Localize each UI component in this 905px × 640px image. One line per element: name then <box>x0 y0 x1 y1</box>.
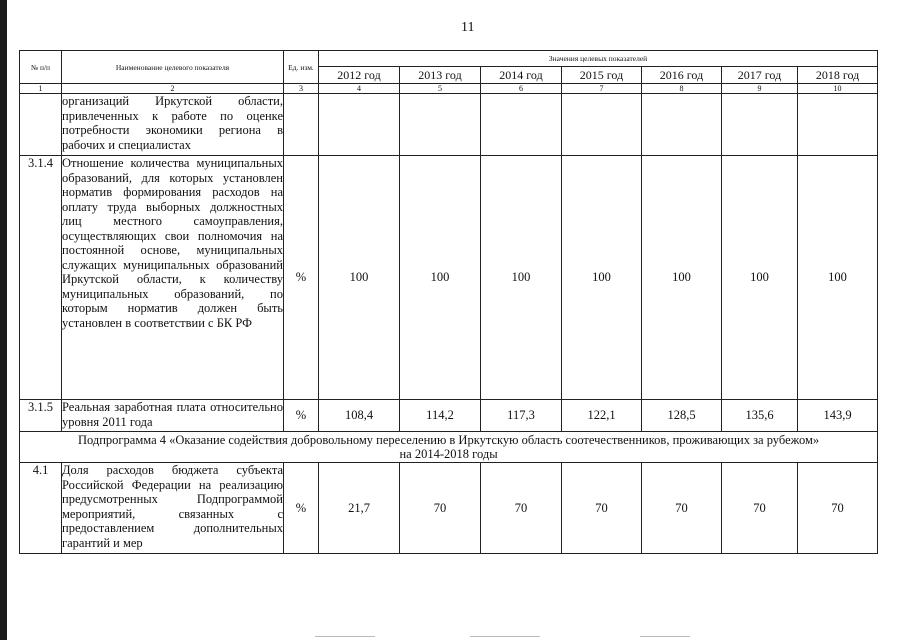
row-value: 143,9 <box>798 400 878 432</box>
row-unit: % <box>284 463 319 554</box>
subprogram-row <box>20 432 878 463</box>
row-value: 114,2 <box>400 400 481 432</box>
row-name: Отношение количества муниципальных образований, для которых установлен норматив формирования расходов на оплату труда выборных должностных лиц местного самоуправления, осуществляющих свои полномочия на постоянной основе, муниципальных служащих муниципальных образований Иркутской области, к количеству муниципальных образований, по которым норматив должен быть установлен в соответствии с БК РФ <box>62 156 284 400</box>
row-unit <box>284 94 319 156</box>
row-unit: % <box>284 400 319 432</box>
row-num: 3.1.4 <box>20 156 62 400</box>
header-year: 2014 год <box>481 67 562 84</box>
scan-artifact <box>315 636 375 637</box>
scan-left-edge <box>0 0 7 640</box>
row-value: 122,1 <box>562 400 642 432</box>
table-row <box>20 94 878 156</box>
row-value: 128,5 <box>642 400 722 432</box>
column-number: 2 <box>62 84 284 94</box>
column-number: 4 <box>319 84 400 94</box>
row-value: 100 <box>642 156 722 400</box>
row-value <box>642 94 722 156</box>
scan-artifact <box>470 636 540 637</box>
row-num: 4.1 <box>20 463 62 554</box>
row-value: 70 <box>562 463 642 554</box>
column-number: 7 <box>562 84 642 94</box>
row-num <box>20 94 62 156</box>
column-number: 10 <box>798 84 878 94</box>
header-name: Наименование целевого показателя <box>62 51 284 84</box>
page-number: 11 <box>461 20 475 35</box>
subprogram-title <box>20 432 878 463</box>
row-unit: % <box>284 156 319 400</box>
row-value <box>722 94 798 156</box>
row-value <box>319 94 400 156</box>
row-value: 108,4 <box>319 400 400 432</box>
header-year: 2016 год <box>642 67 722 84</box>
subprogram-title-line1: Подпрограмма 4 «Оказание содействия добровольному переселению в Иркутскую область соотечественников, проживающих за рубежом» <box>77 433 820 447</box>
row-value: 70 <box>798 463 878 554</box>
header-unit: Ед. изм. <box>284 51 319 84</box>
row-value: 100 <box>319 156 400 400</box>
column-number: 6 <box>481 84 562 94</box>
header-num: № п/п <box>20 51 62 84</box>
row-value: 100 <box>798 156 878 400</box>
row-value <box>798 94 878 156</box>
header-year: 2017 год <box>722 67 798 84</box>
header-year: 2013 год <box>400 67 481 84</box>
row-value: 21,7 <box>319 463 400 554</box>
table-row <box>20 156 878 400</box>
row-value <box>481 94 562 156</box>
row-value: 135,6 <box>722 400 798 432</box>
row-value: 70 <box>722 463 798 554</box>
column-number: 8 <box>642 84 722 94</box>
row-name: организаций Иркутской области, привлеченных к работе по оценке потребности экономики региона в рабочих и специалистах <box>62 94 284 156</box>
subprogram-title-line2: на 2014-2018 годы <box>399 447 498 461</box>
row-value <box>400 94 481 156</box>
table-row <box>20 463 878 554</box>
row-value: 100 <box>481 156 562 400</box>
header-year: 2015 год <box>562 67 642 84</box>
table-row <box>20 400 878 432</box>
row-value: 70 <box>400 463 481 554</box>
row-num: 3.1.5 <box>20 400 62 432</box>
column-number: 1 <box>20 84 62 94</box>
header-values-group: Значения целевых показателей <box>319 51 878 67</box>
row-value: 100 <box>562 156 642 400</box>
row-value: 100 <box>400 156 481 400</box>
column-number: 5 <box>400 84 481 94</box>
row-value: 100 <box>722 156 798 400</box>
header-year: 2018 год <box>798 67 878 84</box>
row-value: 70 <box>481 463 562 554</box>
column-number: 3 <box>284 84 319 94</box>
row-value: 117,3 <box>481 400 562 432</box>
target-indicators-table <box>19 50 878 554</box>
column-number: 9 <box>722 84 798 94</box>
row-value: 70 <box>642 463 722 554</box>
row-name: Доля расходов бюджета субъекта Российской Федерации на реализацию предусмотренных Подпрограммой мероприятий, связанных с предоставлением дополнительных гарантий и мер <box>62 463 284 554</box>
scan-artifact <box>640 636 690 637</box>
header-year: 2012 год <box>319 67 400 84</box>
row-value <box>562 94 642 156</box>
row-name: Реальная заработная плата относительно уровня 2011 года <box>62 400 284 432</box>
